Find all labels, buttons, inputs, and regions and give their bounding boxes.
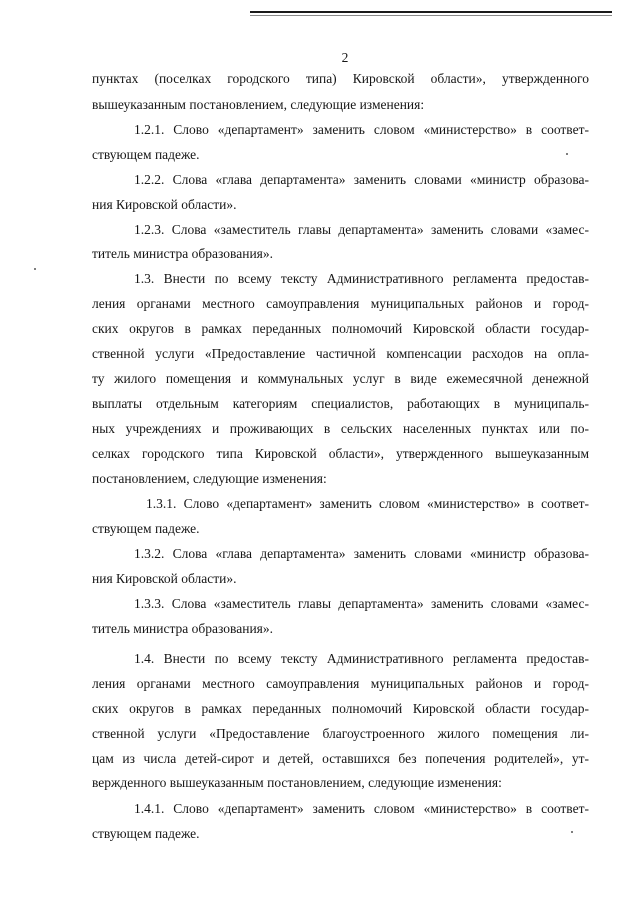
paragraph-line: ления органами местного самоуправления муниципальных районов и город-	[92, 296, 589, 311]
paragraph-line: ных учреждениях и проживающих в сельских населенных пунктах или по-	[92, 421, 589, 436]
paragraph-line: 1.4. Внести по всему тексту Административного регламента предостав-	[134, 651, 589, 666]
paragraph-line: ния Кировской области».	[92, 197, 237, 212]
paragraph-line: вержденного вышеуказанным постановлением, следующие изменения:	[92, 775, 502, 790]
scan-top-rule	[250, 11, 612, 13]
paragraph-line: ских округов в рамках переданных полномочий Кировской области государ-	[92, 701, 589, 716]
paragraph-line: 1.4.1. Слово «департамент» заменить словом «министерство» в соответ-	[134, 801, 589, 816]
scan-speck	[34, 268, 36, 270]
paragraph-line: ния Кировской области».	[92, 571, 237, 586]
page-number: 2	[341, 50, 349, 65]
scan-speck	[566, 153, 568, 155]
paragraph-line: постановлением, следующие изменения:	[92, 471, 327, 486]
paragraph-line: 1.3.3. Слова «заместитель главы департамента» заменить словами «замес-	[134, 596, 589, 611]
scan-speck	[571, 831, 573, 833]
paragraph-line: ления органами местного самоуправления муниципальных районов и город-	[92, 676, 589, 691]
paragraph-line: ствующем падеже.	[92, 826, 200, 841]
paragraph-line: ственной услуги «Предоставление частичной компенсации расходов на опла-	[92, 346, 589, 361]
paragraph-line: вышеуказанным постановлением, следующие изменения:	[92, 97, 425, 112]
paragraph-line: ствующем падеже.	[92, 147, 200, 162]
paragraph-line: выплаты отдельным категориям специалистов, работающих в муниципаль-	[92, 396, 589, 411]
paragraph-line: ту жилого помещения и коммунальных услуг в виде ежемесячной денежной	[92, 371, 589, 386]
scan-top-rule-shadow	[250, 15, 612, 16]
paragraph-line: цам из числа детей-сирот и детей, оставшихся без попечения родителей», ут-	[92, 751, 589, 766]
paragraph-line: титель министра образования».	[92, 621, 274, 636]
paragraph-line: 1.3. Внести по всему тексту Административного регламента предостав-	[134, 271, 589, 286]
paragraph-line: ствующем падеже.	[92, 521, 200, 536]
paragraph-line: 1.3.2. Слова «глава департамента» заменить словами «министр образова-	[134, 546, 589, 561]
paragraph-line: титель министра образования».	[92, 246, 274, 261]
paragraph-line: селках городского типа Кировской области», утвержденного вышеуказанным	[92, 446, 589, 461]
paragraph-line: 1.2.3. Слова «заместитель главы департамента» заменить словами «замес-	[134, 222, 589, 237]
paragraph-line: ственной услуги «Предоставление благоустроенного жилого помещения ли-	[92, 726, 589, 741]
paragraph-line: ских округов в рамках переданных полномочий Кировской области государ-	[92, 321, 589, 336]
paragraph-line: 1.3.1. Слово «департамент» заменить словом «министерство» в соответ-	[146, 496, 589, 511]
paragraph-line: 1.2.1. Слово «департамент» заменить словом «министерство» в соответ-	[134, 122, 589, 137]
paragraph-line: пунктах (поселках городского типа) Кировской области», утвержденного	[92, 71, 589, 86]
paragraph-line: 1.2.2. Слова «глава департамента» заменить словами «министр образова-	[134, 172, 589, 187]
